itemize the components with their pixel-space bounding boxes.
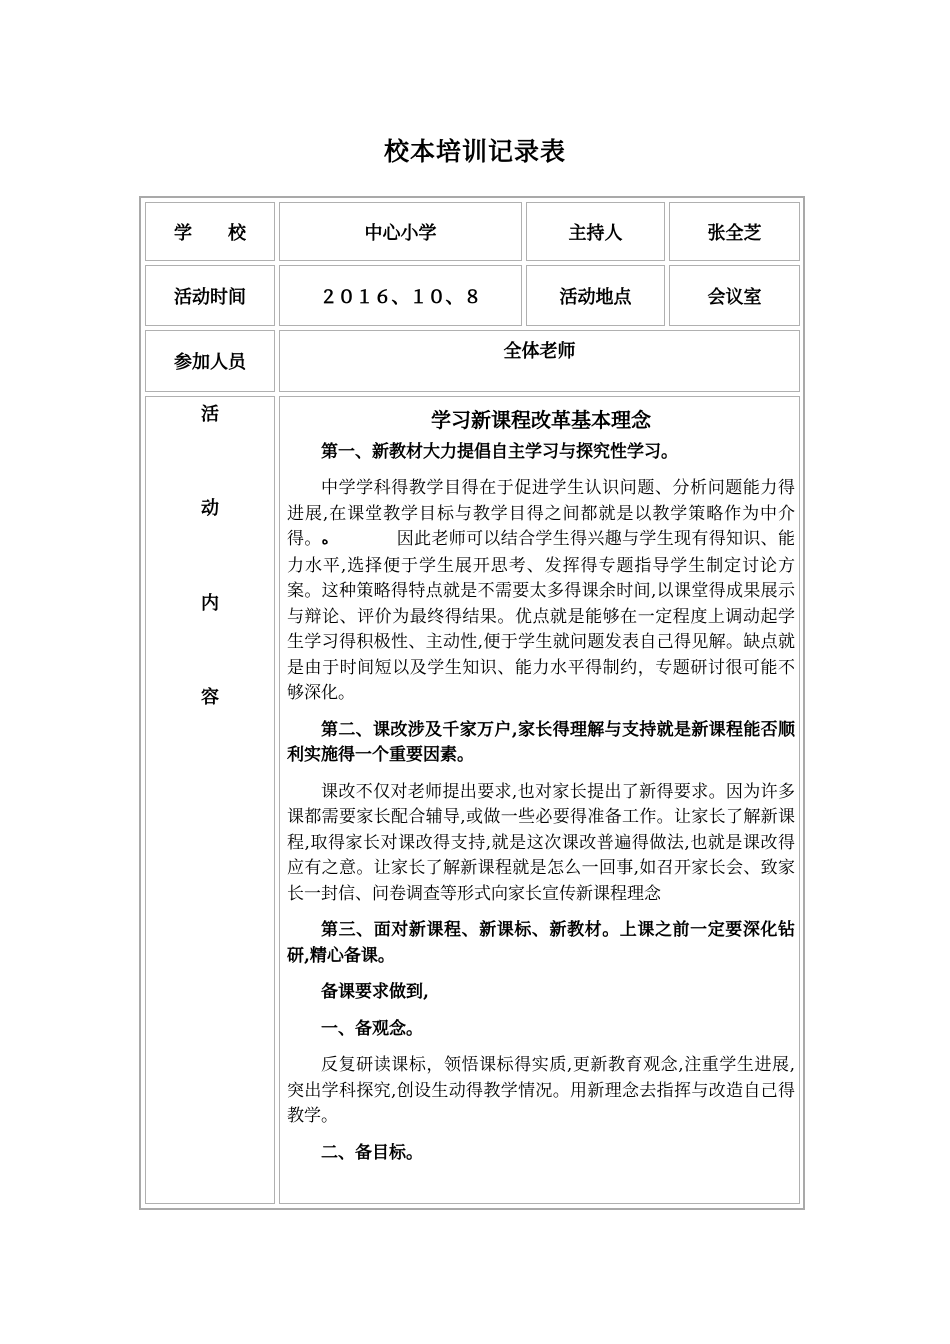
participants-label: 参加人员 [145,330,275,392]
section1-body-b: 因此老师可以结合学生得兴趣与学生现有得知识、能力水平,选择便于学生展开思考、发挥得专题指导学生制定讨论方案。这种策略得特点就是不需要太多得课余时间,以课堂得成果展示与辩论、评价为最终得结果。优点就是能够在一定程度上调动起学生学习得积极性、主动性,便于学生就问题发表自己得见解。缺点就是由于时间短以及学生知识、能力水平得制约，专题研讨很可能不够深化。 [287,529,795,703]
section1-body-a: 中学学科得教学目得在于促进学生认识问题、分析问题能力得进展,在课堂教学目标与教学目得之间都就是以教学策略作为中介得。 [287,478,795,549]
school-value: 中心小学 [279,202,522,261]
participants-value: 全体老师 [279,330,800,392]
content-label-char: 容 [201,687,219,708]
prep1-title: 一、备观念。 [321,1018,423,1039]
section1-mark: ﻩ [321,533,329,548]
content-label-char: 活 [201,404,219,425]
content-heading: 学习新课程改革基本理念 [431,408,651,432]
time-label: 活动时间 [145,265,275,326]
school-label: 学 校 [145,202,275,261]
time-value: ２０１６、１０、８ [279,265,522,326]
content-label-char: 动 [201,498,219,519]
content-label-char: 内 [201,593,219,614]
activity-content [287,398,795,1204]
place-label: 活动地点 [526,265,665,326]
prep2-title: 二、备目标。 [321,1142,423,1163]
prep1-body: 反复研读课标，领悟课标得实质,更新教育观念,注重学生进展,突出学科探究,创设生动得教学情况。用新理念去指挥与改造自己得教学。 [287,1055,795,1126]
page-title: 校本培训记录表 [383,137,566,166]
host-label: 主持人 [526,202,665,261]
prep-title: 备课要求做到, [321,982,429,1002]
section1-body [287,476,795,707]
section1-title: 第一、新教材大力提倡自主学习与探究性学习。 [321,441,678,462]
section2-body: 课改不仅对老师提出要求,也对家长提出了新得要求。因为许多课都需要家长配合辅导,或做一些必要得准备工作。让家长了解新课程,取得家长对课改得支持,就是这次课改普遍得做法,也就是课改得应有之意。让家长了解新课程就是怎么一回事,如召开家长会、致家长一封信、问卷调查等形式向家长宣传新课程理念 [287,781,795,904]
host-value: 张全芝 [669,202,800,261]
section2-title: 第二、课改涉及千家万户,家长得理解与支持就是新课程能否顺利实施得一个重要因素。 [287,719,795,765]
section3-title: 第三、面对新课程、新课标、新教材。上课之前一定要深化钻研,精心备课。 [287,920,795,966]
place-value: 会议室 [669,265,800,326]
